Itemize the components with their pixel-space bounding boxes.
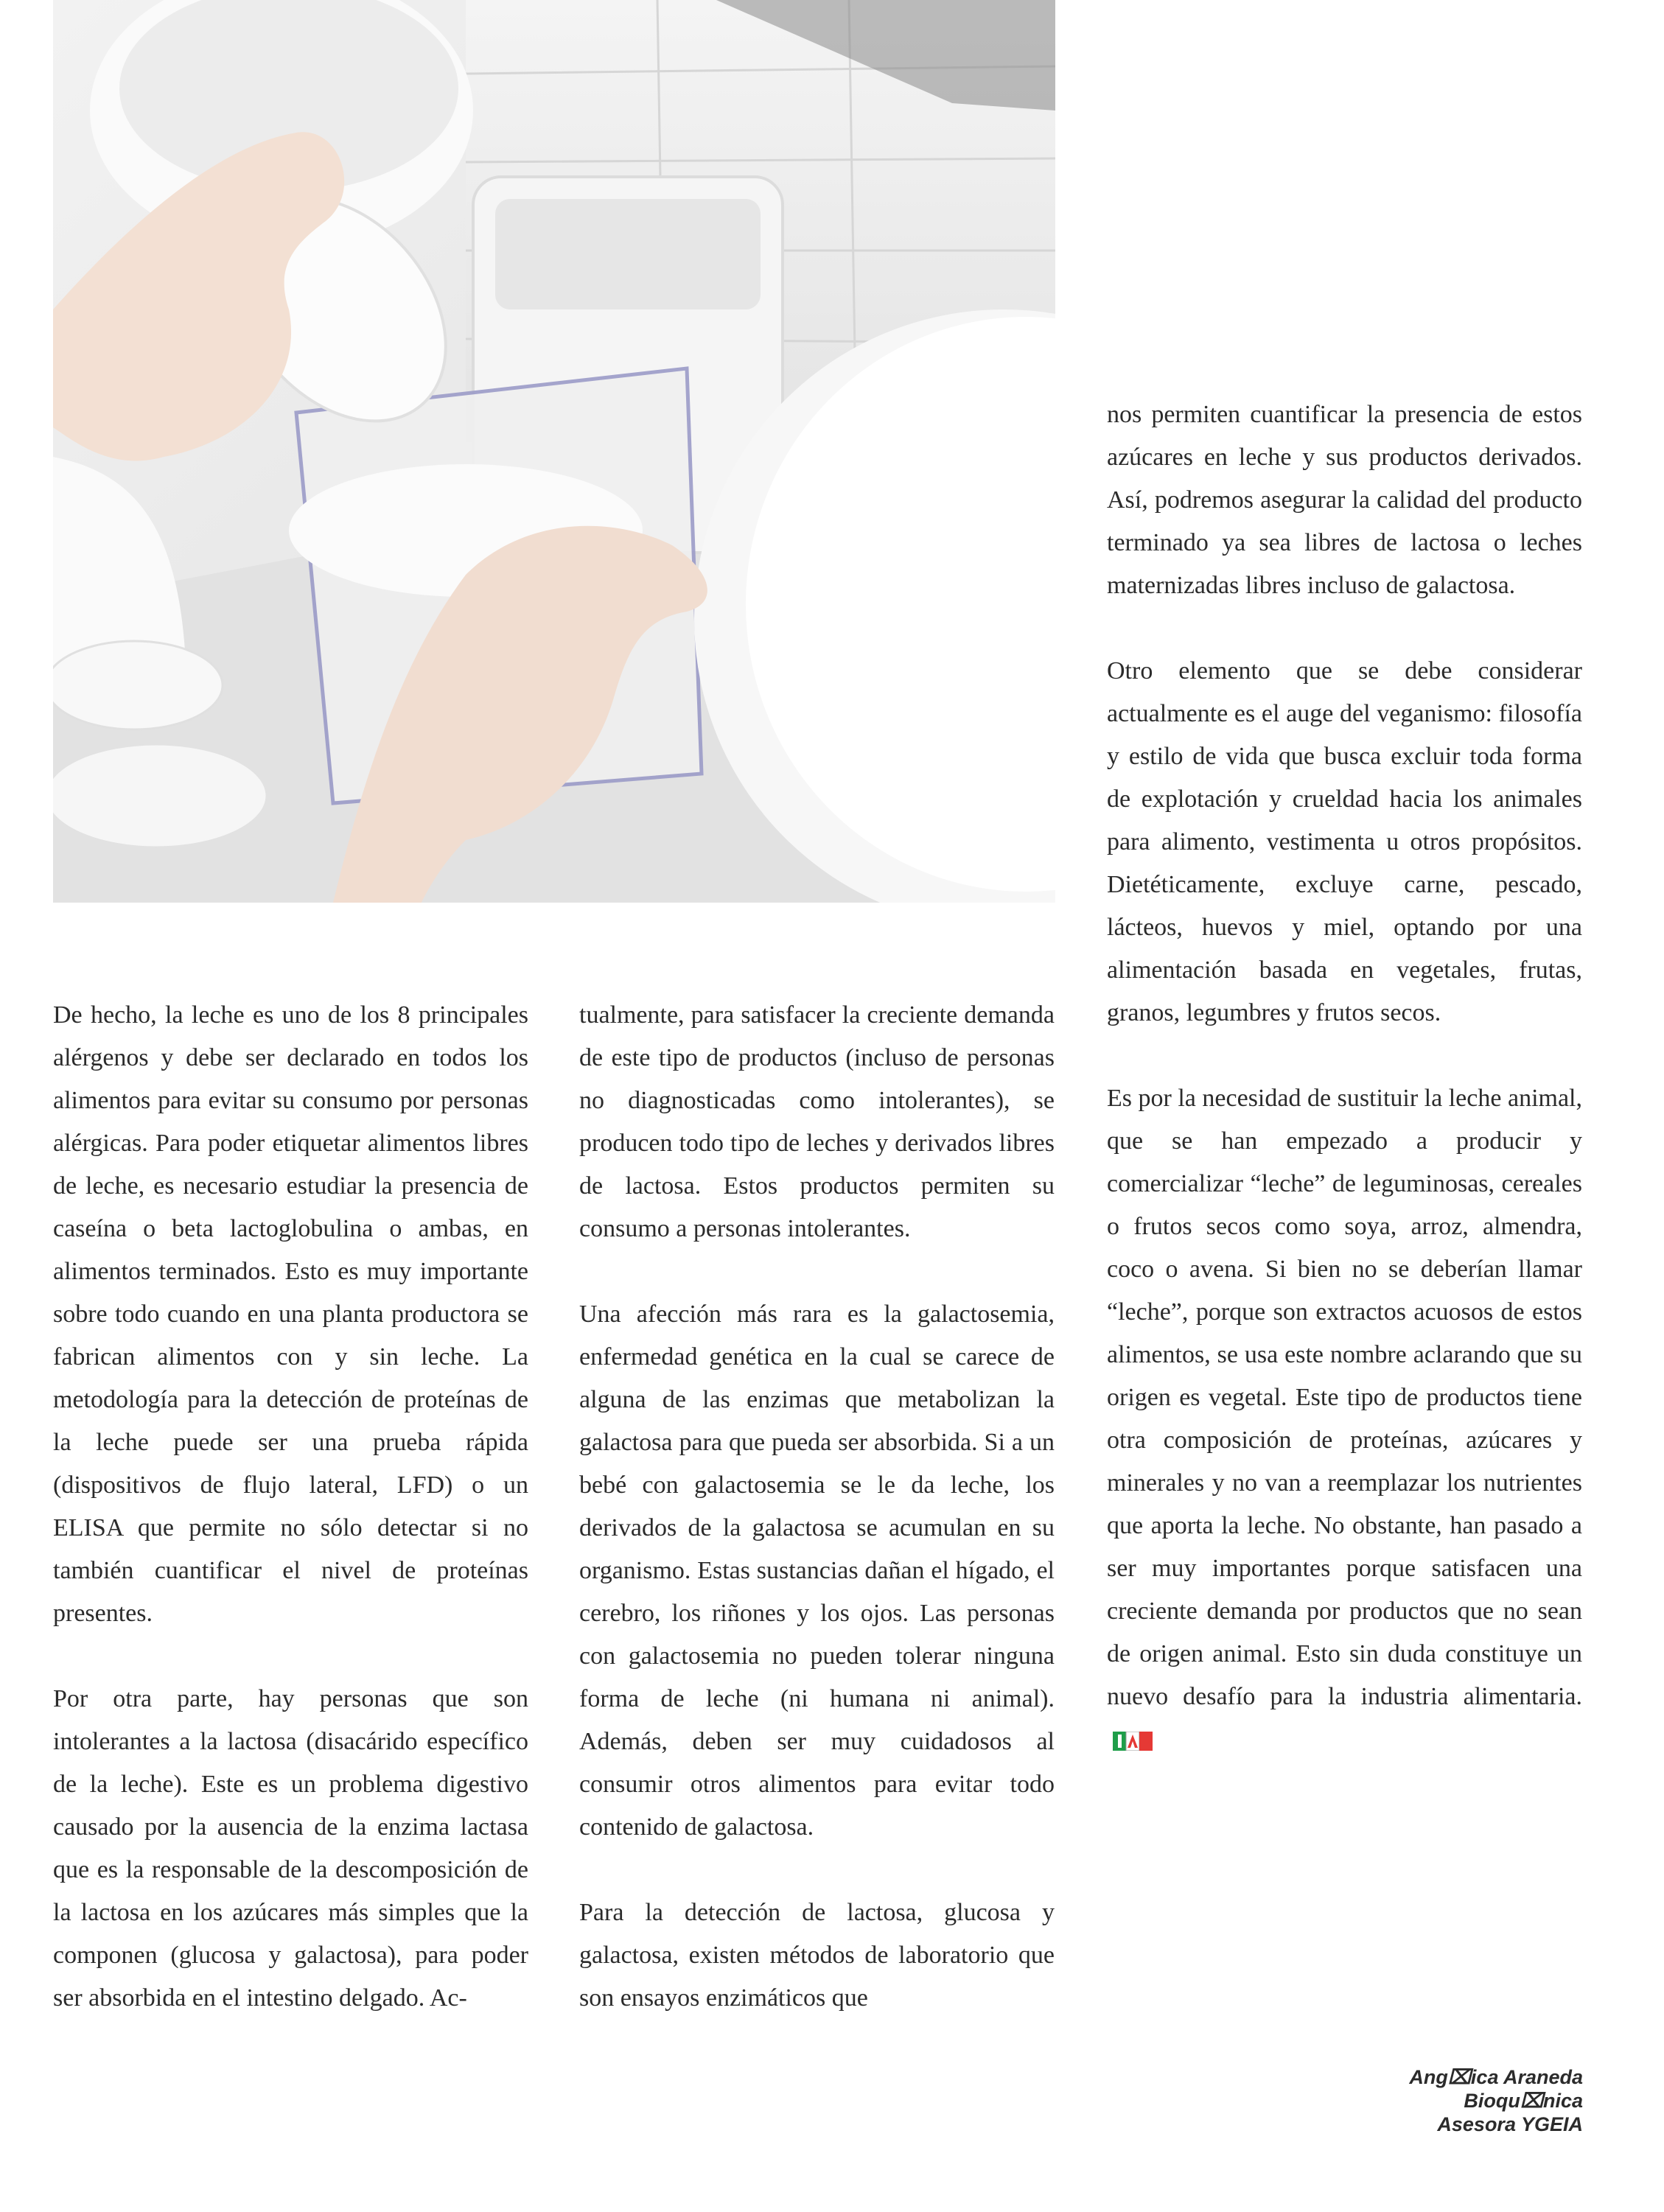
paragraph-text: Es por la necesidad de sustituir la leche animal, que se han empezado a producir y comercializar “leche” de leguminosas, cereales o frutos secos como soya, arroz, almendra, coco o avena. Si bien no se deberían llamar “leche”, porque son extractos acuosos de estos alimentos, se usa este nombre aclarando que su origen es vegetal. Este tipo de productos tiene otra composición de proteínas, azúcares y minerales y no van a reemplazar los nutrientes que aporta la leche. No obstante, han pasado a ser muy importantes porque satisfacen una creciente demanda por productos que no sean de origen animal. Esto sin duda constituye un nuevo desafío para la industria alimentaria. [1107,1085,1582,1710]
author-title: Bioqu⌧nica [1464,2090,1583,2112]
author-signature [1409,2065,1583,2136]
text-column-2 [579,994,1055,2020]
article-photo [53,0,1055,903]
paragraph: tualmente, para satisfacer la creciente demanda de este tipo de productos (incluso de personas no diagnosticadas como intolerantes), se producen todo tipo de leches y derivados libres de lactosa. Estos productos permiten su consumo a personas intolerantes. [579,1001,1055,1242]
text-column-1 [53,994,528,2020]
paragraph: nos permiten cuantificar la presencia de estos azúcares en leche y sus productos derivados. Así, podremos asegurar la calidad del producto terminado ya sea libres de lactosa o leches maternizadas libres incluso de galactosa. [1107,401,1582,599]
paragraph: Una afección más rara es la galactosemia, enfermedad genética en la cual se carece de alguna de las enzimas que metabolizan la galactosa para que pueda ser absorbida. Si a un bebé con galactosemia se le da leche, los derivados de la galactosa se acumulan en su organismo. Estas sustancias dañan el hígado, el cerebro, los riñones y los ojos. Las personas con galactosemia no pueden tolerar ninguna forma de leche (ni humana ni animal). Además, deben ser muy cuidadosos al consumir otros alimentos para evitar todo contenido de galactosa. [579,1301,1055,1841]
author-role: Asesora YGEIA [1437,2113,1583,2135]
author-name: Ang⌧ica Araneda [1409,2066,1583,2088]
paragraph: De hecho, la leche es uno de los 8 principales alérgenos y debe ser declarado en todos los alimentos para evitar su consumo por personas alérgicas. Para poder etiquetar alimentos libres de leche, es necesario estudiar la presencia de caseína o beta lactoglobulina o ambas, en alimentos terminados. Esto es muy importante sobre todo cuando en una planta productora se fabrican alimentos con y sin leche. La metodología para la detección de proteínas de la leche puede ser una prueba rápida (dispositivos de flujo lateral, LFD) o un ELISA que permite no sólo detectar si no también cuantificar el nivel de proteínas presentes. [53,1001,528,1627]
paragraph-final [1107,1077,1582,1761]
text-column-3 [1107,393,1582,1761]
paragraph: Otro elemento que se debe considerar actualmente es el auge del veganismo: filosofía y estilo de vida que busca excluir toda forma de explotación y crueldad hacia los animales para alimento, vestimenta u otros propósitos. Dietéticamente, excluye carne, pescado, lácteos, huevos y miel, optando por una alimentación basada en vegetales, frutas, granos, legumbres y frutos secos. [1107,657,1582,1026]
paragraph: Para la detección de lactosa, glucosa y galactosa, existen métodos de laboratorio que son ensayos enzimáticos que [579,1899,1055,2012]
lab-photo-icon [53,0,1055,903]
paragraph: Por otra parte, hay personas que son intolerantes a la lactosa (disacárido específico de la leche). Este es un problema digestivo causado por la ausencia de la enzima lactasa que es la responsable de la descomposición de la lactosa en los azúcares más simples que la componen (glucosa y galactosa), para poder ser absorbida en el intestino delgado. Ac- [53,1685,528,2012]
ia-logo-icon [1113,1732,1153,1751]
